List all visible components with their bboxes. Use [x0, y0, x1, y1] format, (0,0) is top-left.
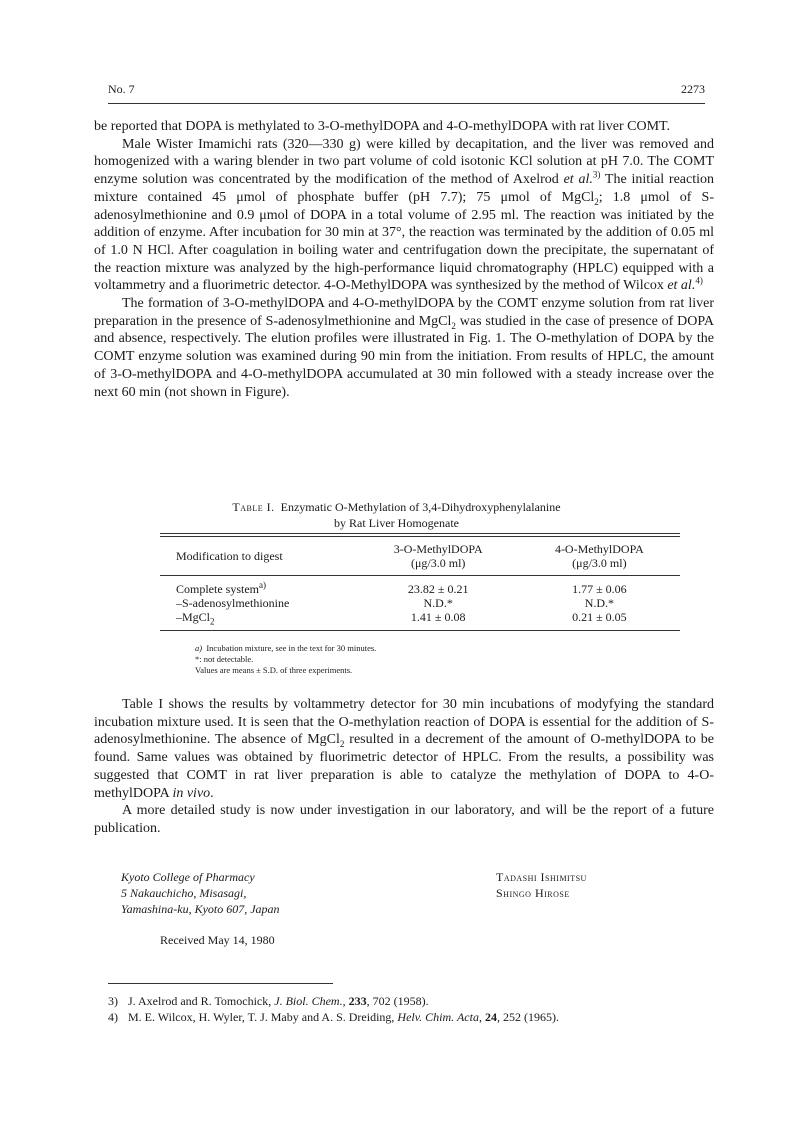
table-row: –MgCl$_2$ 1.41 ± 0.08 0.21 ± 0.05: [176, 610, 627, 627]
table-title-line2: by Rat Liver Homogenate: [334, 516, 459, 530]
paragraph: Table I shows the results by voltammetry detector for 30 min incubations of modyfying the standard incubation mixture used. It is seen that the O-methylation reaction of DOPA is essential for the addition of S-adenosylmethionine. The absence of MgCl$_2$ resulted in a decrement of the amount of O-methylDOPA to be found. Same values was obtained by fluorimetric detector of HPLC. From the results, a possibility was suggested that COMT in rat liver preparation is able to catalyze the methylation of DOPA to 4-O-methylDOPA in vivo.: [94, 697, 714, 801]
table-row: Complete system$^{a)}$ 23.82 ± 0.21 1.77 ± 0.06: [176, 580, 627, 596]
header-col-3omd: 3-O-MethylDOPA (μg/3.0 ml): [393, 542, 483, 570]
table-title-line1: Enzymatic O-Methylation of 3,4-Dihydroxyphenylalanine: [280, 500, 561, 514]
paragraph: The formation of 3-O-methylDOPA and 4-O-methylDOPA by the COMT enzyme solution from rat liver preparation in the presence of S-adenosylmethionine and MgCl$_2$ was studied in the case of presence of DOPA and absence, respectively. The elution profiles were illustrated in Fig. 1. The O-methylation of DOPA by the COMT enzyme solution was examined during 90 min from the initiation. From results of HPLC, the amount of 3-O-methylDOPA and 4-O-methylDOPA accumulated at 30 min followed with a steady increase over the next 60 min (not shown in Figure).: [94, 296, 714, 400]
table-body: [160, 576, 680, 630]
paragraph: A more detailed study is now under investigation in our laboratory, and will be the report of a future publication.: [94, 803, 714, 836]
page-number: 2273: [681, 82, 705, 96]
issue-number: No. 7: [108, 82, 135, 96]
table-header: [160, 537, 680, 575]
reference-item: 3) J. Axelrod and R. Tomochick, J. Biol. Chem., 233, 702 (1958).: [108, 994, 429, 1008]
authors: Tadashi Ishimitsu Shingo Hirose: [496, 870, 587, 900]
header-rule: [108, 103, 705, 104]
received-date: Received May 14, 1980: [160, 933, 275, 947]
affiliation: Kyoto College of Pharmacy 5 Nakauchicho, Misasagi, Yamashina-ku, Kyoto 607, Japan: [121, 870, 280, 916]
data-table: [160, 533, 680, 631]
header-col-4omd: 4-O-MethylDOPA (μg/3.0 ml): [554, 542, 644, 570]
table-footnotes: a) Incubation mixture, see in the text for 30 minutes. *: not detectable. Values are means ± S.D. of three experiments.: [195, 643, 377, 675]
paragraph: Male Wister Imamichi rats (320—330 g) were killed by decapitation, and the liver was removed and homogenized with a waring blender in two part volume of cold isotonic KCl solution at pH 7.0. The COMT enzyme solution was concentrated by the modification of the method of Axelrod et al.$^{3)}$ The initial reaction mixture contained 45 μmol of phosphate buffer (pH 7.7); 75 μmol of MgCl$_2$; 1.8 μmol of S-adenosylmethionine and 0.9 μmol of DOPA in a total volume of 2.95 ml. The reaction was initiated by the addition of enzyme. After incubation for 30 min at 37°, the reaction was terminated by the addition of 0.05 ml of 1.0 N HCl. After coagulation in boiling water and centrifugation down the precipitate, the supernatant of the reaction mixture was analyzed by the high-performance liquid chromatography (HPLC) equipped with a voltammetry and a fluorimetric detector. 4-O-MethylDOPA was synthesized by the method of Wilcox et al.$^{4)}$: [94, 136, 714, 294]
paragraph: be reported that DOPA is methylated to 3-O-methylDOPA and 4-O-methylDOPA with rat liver COMT.: [94, 119, 671, 134]
table-label: Table I.: [232, 500, 275, 514]
table-row: –S-adenosylmethionine N.D.* N.D.*: [176, 596, 615, 610]
running-head: [108, 82, 705, 97]
table-caption: [0, 499, 793, 531]
body-text-top: [94, 118, 714, 401]
reference-item: 4) M. E. Wilcox, H. Wyler, T. J. Maby and A. S. Dreiding, Helv. Chim. Acta, 24, 252 (1965).: [108, 1010, 559, 1024]
body-text-bottom: [94, 696, 714, 838]
references-rule: [108, 983, 333, 984]
header-col-modification: Modification to digest: [176, 549, 283, 563]
references: [108, 993, 559, 1025]
table-bottom-rule: [160, 630, 680, 631]
